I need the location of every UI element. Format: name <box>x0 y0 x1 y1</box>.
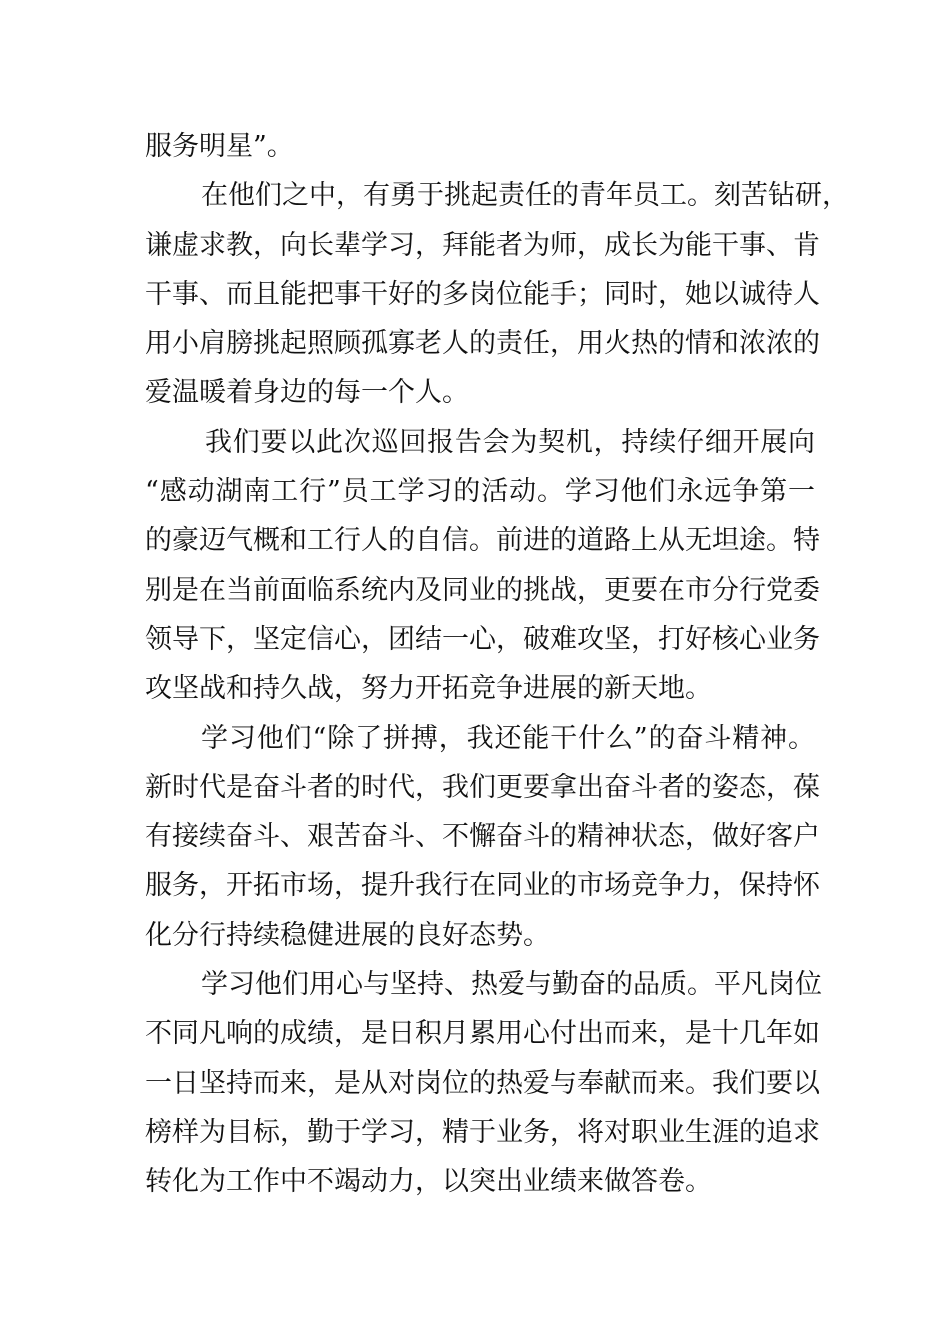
text-line: 转化为工作中不竭动力，以突出业绩来做答卷。 <box>145 1166 712 1198</box>
text-line: 不同凡响的成绩，是日积月累用心付出而来，是十几年如 <box>145 1018 820 1050</box>
text-line: 新时代是奋斗者的时代，我们更要拿出奋斗者的姿态，葆 <box>145 771 820 803</box>
text-line: 榜样为目标，勤于学习，精于业务，将对职业生涯的追求 <box>145 1116 820 1148</box>
document-body <box>145 122 849 1207</box>
text-line: 别是在当前面临系统内及同业的挑战，更要在市分行党委 <box>145 574 820 606</box>
text-line: 有接续奋斗、艰苦奋斗、不懈奋斗的精神状态，做好客户 <box>145 821 820 853</box>
text-line: 在他们之中，有勇于挑起责任的青年员工。刻苦钻研， <box>201 180 849 212</box>
text-line: 干事、而且能把事干好的多岗位能手；同时，她以诚待人 <box>145 278 820 310</box>
text-line: 爱温暖着身边的每一个人。 <box>145 377 469 409</box>
text-line: 用小肩膀挑起照顾孤寡老人的责任，用火热的情和浓浓的 <box>145 328 820 360</box>
text-line: 我们要以此次巡回报告会为契机，持续仔细开展向 <box>205 426 815 458</box>
text-line: 学习他们“除了拼搏，我还能干什么”的奋斗精神。 <box>201 722 815 754</box>
text-line: 学习他们用心与坚持、热爱与勤奋的品质。平凡岗位 <box>201 969 822 1001</box>
text-line: 谦虚求教，向长辈学习，拜能者为师，成长为能干事、肯 <box>145 229 820 261</box>
text-line: 一日坚持而来，是从对岗位的热爱与奉献而来。我们要以 <box>145 1067 820 1099</box>
text-line: 服务明星”。 <box>145 131 294 162</box>
text-line: 化分行持续稳健进展的良好态势。 <box>145 919 550 951</box>
text-line: 的豪迈气概和工行人的自信。前进的道路上从无坦途。特 <box>145 525 820 557</box>
text-line: “感动湖南工行”员工学习的活动。学习他们永远争第一 <box>145 476 815 508</box>
text-line: 领导下，坚定信心，团结一心，破难攻坚，打好核心业务 <box>145 623 820 655</box>
text-line: 攻坚战和持久战，努力开拓竞争进展的新天地。 <box>145 673 712 705</box>
text-line: 服务，开拓市场，提升我行在同业的市场竞争力，保持怀 <box>145 870 820 902</box>
